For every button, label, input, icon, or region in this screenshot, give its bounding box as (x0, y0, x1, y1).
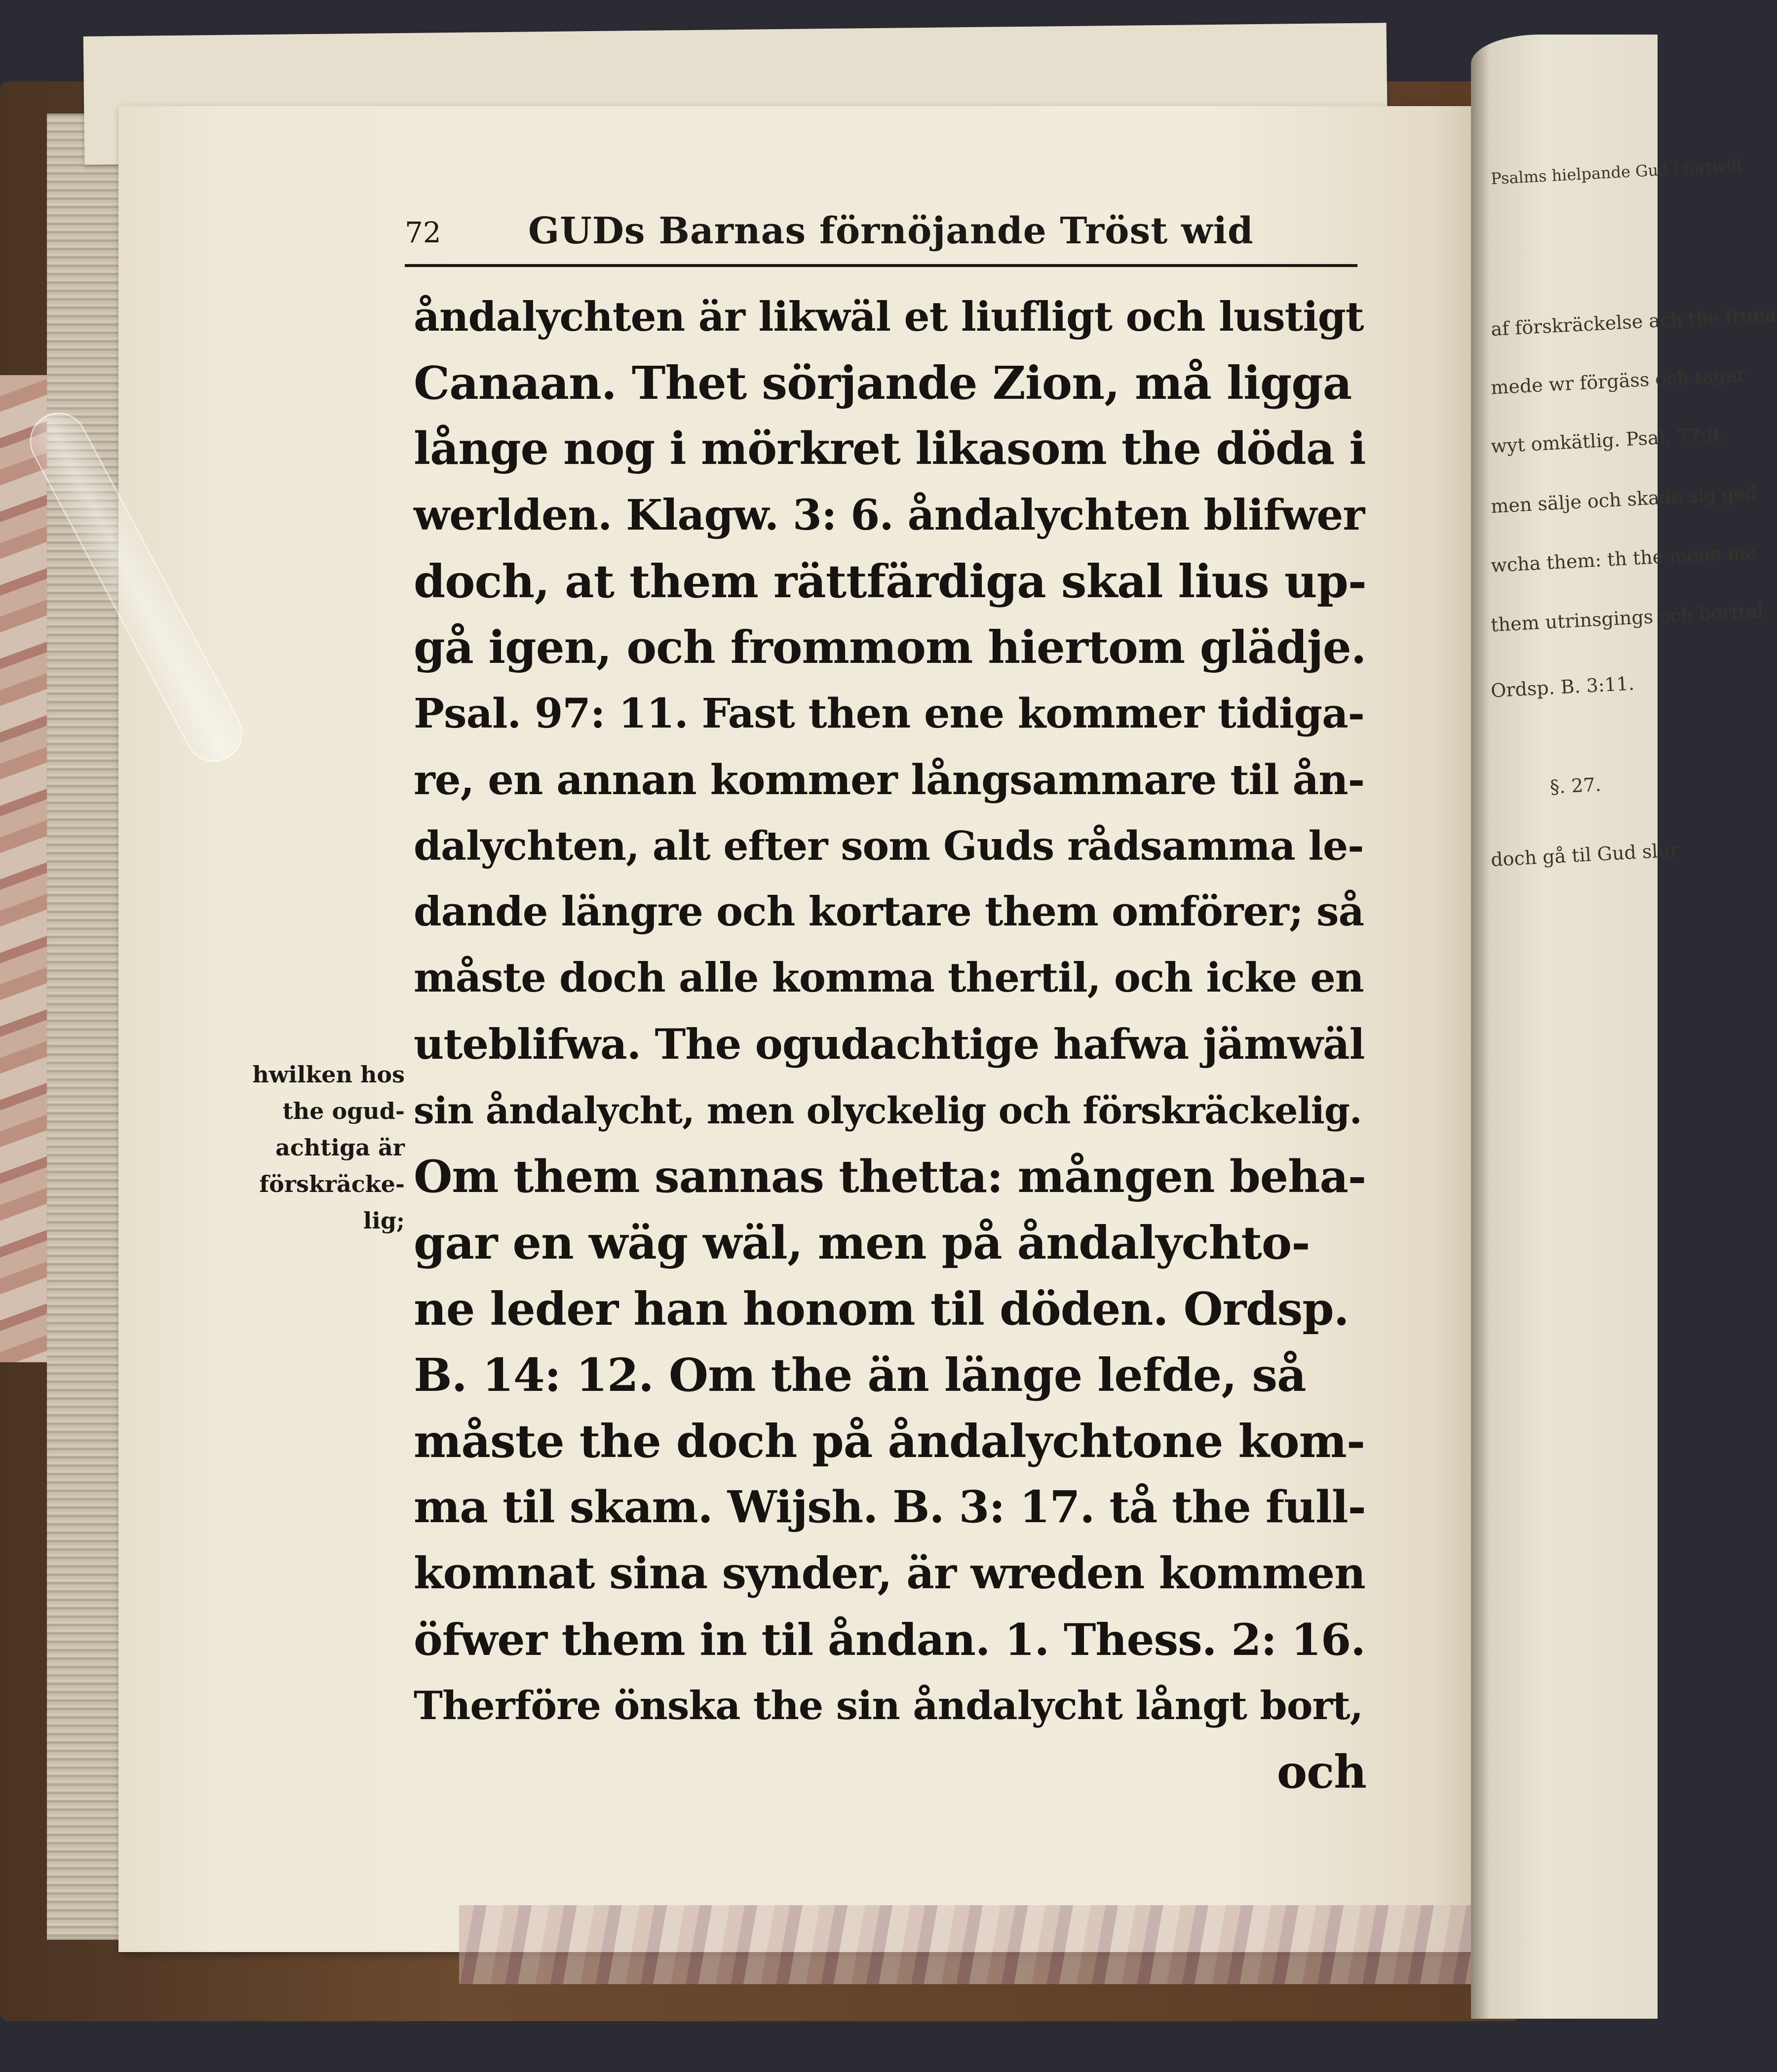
margin-note-line: lig; (363, 1207, 405, 1234)
text-line: måste the doch på åndalychtone kom- (414, 1415, 1365, 1468)
margin-note-line: hwilken hos (252, 1061, 405, 1088)
text-line: sin åndalycht, men olyckelig och förskräckelig. (414, 1089, 1362, 1132)
margin-note (237, 1056, 405, 1239)
running-header (405, 210, 1357, 267)
margin-note-line: förskräcke- (259, 1171, 405, 1197)
text-line: gar en wäg wäl, men på åndalychto- (414, 1216, 1310, 1269)
facing-line: wyt omkätlig. Psal. 77:9. (1490, 423, 1726, 458)
text-line: gå igen, och frommom hiertom glädje. (414, 621, 1366, 674)
facing-page (1471, 35, 1777, 2019)
body-text (414, 284, 1366, 1805)
text-line: uteblifwa. The ogudachtige hafwa jämwäl (414, 1020, 1365, 1069)
margin-note-line: the ogud- (282, 1098, 405, 1124)
text-line: komnat sina synder, är wreden kommen (414, 1548, 1365, 1599)
catchword: och (1276, 1745, 1366, 1799)
text-line: Therföre önska the sin åndalycht långt bort, (414, 1683, 1363, 1728)
facing-line: Psalms hielpande Gud i förtwifl (1490, 156, 1742, 189)
facing-line: Ordsp. B. 3:11. (1490, 672, 1635, 702)
facing-line: men sälje och skade sig ged (1490, 481, 1758, 518)
page-number: 72 (405, 216, 441, 249)
text-line: ma til skam. Wijsh. B. 3: 17. tå the full- (414, 1481, 1366, 1533)
text-line: B. 14: 12. Om the än länge lefde, så (414, 1348, 1306, 1402)
text-line: Om them sannas thetta: mången beha- (414, 1151, 1366, 1203)
facing-line: af förskräckelse ach the fruna (1490, 303, 1777, 341)
text-line: Psal. 97: 11. Fast then ene kommer tidiga- (414, 690, 1364, 737)
margin-note-line: achtiga är (275, 1134, 405, 1161)
text-line: åndalychten är likwäl et liufligt och lustigt (414, 293, 1364, 341)
text-line: måste doch alle komma thertil, och icke en (414, 955, 1364, 1001)
facing-line: doch gå til Gud slur (1490, 839, 1680, 871)
running-title: GUDs Barnas förnöjande Tröst wid (528, 210, 1254, 252)
text-line: dande längre och kortare them omförer; så (414, 888, 1364, 935)
text-line: dalychten, alt efter som Guds rådsamma le- (414, 823, 1364, 869)
facing-line: them utrinsgings och borttal (1490, 600, 1764, 636)
facing-line: wcha them: th the mena ma (1490, 540, 1757, 577)
facing-line: mede wr förgäss och tagar (1490, 363, 1746, 399)
text-line: Canaan. Thet sörjande Zion, må ligga (414, 356, 1352, 410)
facing-line: §. 27. (1549, 773, 1602, 798)
text-line: öfwer them in til åndan. 1. Thess. 2: 16. (414, 1614, 1365, 1665)
text-line: re, en annan kommer långsammare til ån- (414, 756, 1364, 804)
endpaper-bottom (459, 1905, 1496, 1984)
text-line: werlden. Klagw. 3: 6. åndalychten blifwer (414, 491, 1365, 540)
text-line: ne leder han honom til döden. Ordsp. (414, 1282, 1349, 1336)
text-line: doch, at them rättfärdiga skal lius up- (414, 555, 1366, 608)
text-line: långe nog i mörkret likasom the döda i (414, 423, 1366, 475)
